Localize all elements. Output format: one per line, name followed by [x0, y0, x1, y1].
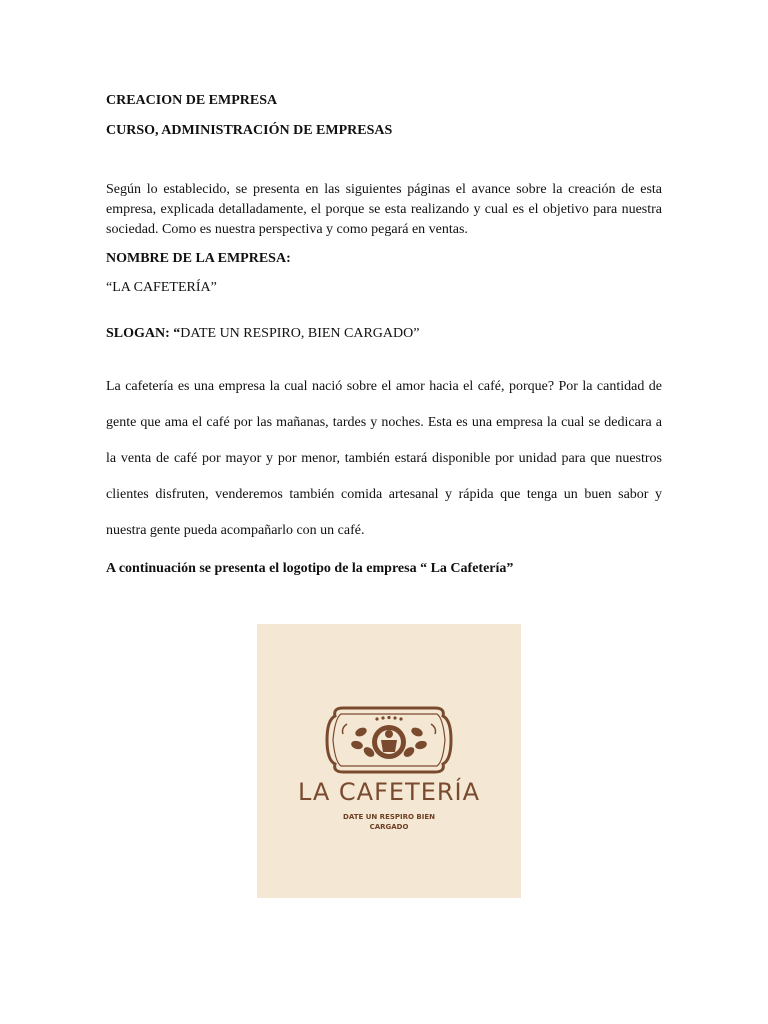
logo-slogan-line1: DATE UN RESPIRO BIEN	[343, 813, 435, 821]
company-name-value: “LA CAFETERÍA”	[106, 280, 217, 295]
course-title: CURSO, ADMINISTRACIÓN DE EMPRESAS	[106, 123, 393, 138]
logo-slogan-line2: CARGADO	[369, 823, 409, 831]
description-paragraph: La cafetería es una empresa la cual nació sobre el amor hacia el café, porque? Por la cantidad de gente que ama el café por las mañanas, tardes y noches. Esta es una empresa la cual se dedicara a la venta de café por mayor y por menor, también estará disponible por unidad para que nuestros clientes disfruten, venderemos también comida artesanal y rápida que tenga un buen sabor y nuestra gente pueda acompañarlo con un café.	[106, 379, 662, 538]
slogan-value: DATE UN RESPIRO, BIEN CARGADO”	[180, 326, 420, 341]
company-logo	[257, 624, 521, 898]
document-title: CREACION DE EMPRESA	[106, 93, 278, 108]
logo-slogan	[319, 812, 459, 832]
company-name-label: NOMBRE DE LA EMPRESA:	[106, 251, 291, 266]
coffee-cup-badge-icon	[257, 624, 521, 898]
logo-intro-text: A continuación se presenta el logotipo de la empresa “ La Cafetería”	[106, 561, 514, 576]
logo-name: LA CAFETERÍA	[297, 778, 481, 806]
slogan-label: SLOGAN: “	[106, 326, 181, 341]
intro-paragraph: Según lo establecido, se presenta en las siguientes páginas el avance sobre la creación de esta empresa, explicada detalladamente, el porque se esta realizando y cual es el objetivo para nuestra sociedad. Como es nuestra perspectiva y como pegará en ventas.	[106, 182, 662, 237]
slogan-line	[106, 326, 662, 342]
